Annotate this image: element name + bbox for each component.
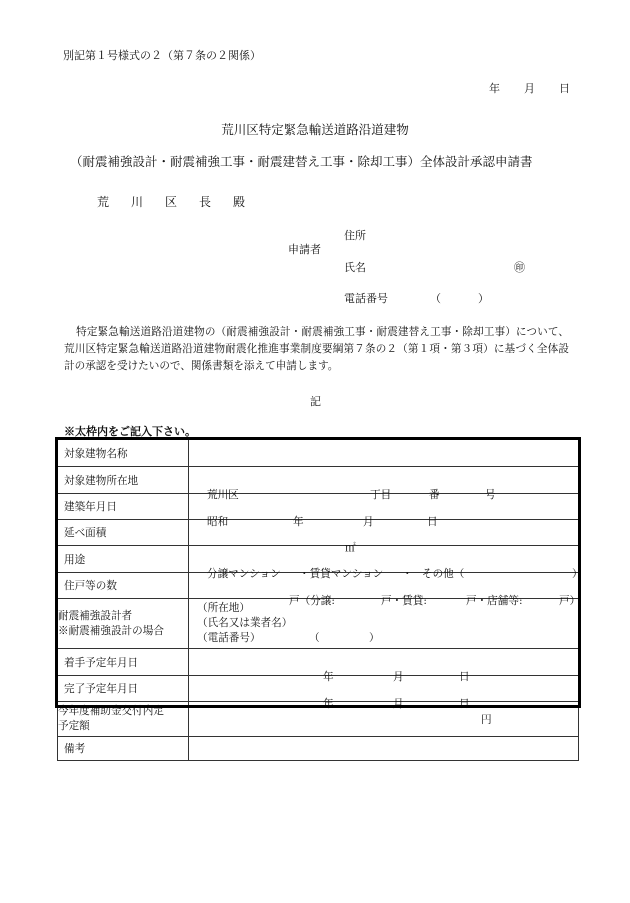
addressee-char: 川 [131, 195, 144, 209]
location-field[interactable] [189, 467, 579, 501]
designer-label-main: 耐震補強設計者 [58, 609, 133, 622]
phone-paren-close: ） [478, 292, 489, 305]
remarks-field[interactable] [189, 737, 579, 761]
units-total: 戸（分譲: [289, 594, 335, 607]
finish-month: 月 [393, 697, 404, 710]
fill-note: ※太枠内をご記入下さい。 [64, 425, 196, 438]
table-row [58, 520, 579, 546]
subsidy-label-sub: 予定額 [58, 720, 90, 732]
subsidy-unit: 円 [481, 714, 492, 726]
phone-paren-open: （ [430, 292, 441, 305]
table-row [58, 546, 579, 573]
units-shop: 戸） [559, 594, 581, 607]
row-label-designer [58, 599, 189, 649]
location-go: 号 [485, 489, 496, 501]
subsidy-label-main: 今年度補助金交付内定 [58, 705, 164, 717]
date-year-label: 年 [489, 82, 500, 95]
designer-phone-label: （電話番号） [197, 632, 261, 644]
table-row [58, 676, 579, 702]
location-ban: 番 [429, 489, 440, 501]
usage-paren-close: ） [572, 568, 583, 580]
table-row [58, 494, 579, 520]
location-ward: 荒川区 [207, 489, 239, 501]
application-form-table [57, 439, 583, 761]
table-row [58, 440, 579, 467]
units-rent: 戸・店舗等: [466, 594, 523, 607]
date-month-label: 月 [524, 82, 535, 95]
table-row [58, 467, 579, 494]
applicant-label: 申請者 [288, 243, 321, 256]
usage-option-rental: ・賃貸マンション [299, 568, 384, 580]
row-label-usage: 用途 [58, 546, 189, 573]
row-label-remarks: 備考 [58, 737, 189, 761]
start-month: 月 [393, 671, 404, 683]
title-line-2: （耐震補強設計・耐震補強工事・耐震建替え工事・除却工事）全体設計承認申請書 [70, 154, 533, 169]
start-day: 日 [459, 671, 470, 683]
applicant-phone-label: 電話番号 [344, 292, 388, 305]
start-year: 年 [323, 671, 334, 683]
finish-day: 日 [459, 697, 470, 710]
floor-area-field[interactable] [189, 520, 579, 554]
row-label-floor-area: 延べ面積 [58, 520, 189, 546]
row-label-units: 住戸等の数 [58, 573, 189, 599]
usage-option-other: その他（ [422, 568, 465, 580]
addressee-char: 殿 [233, 195, 246, 209]
subsidy-amount-field[interactable] [189, 702, 579, 737]
table-row [58, 702, 579, 737]
row-label-start: 着手予定年月日 [58, 649, 189, 676]
addressee-char: 荒 [97, 195, 110, 209]
form-reference: 別記第１号様式の２（第７条の２関係） [63, 49, 261, 62]
addressee-char: 長 [199, 195, 212, 209]
start-date-field[interactable] [189, 649, 579, 683]
applicant-address-label: 住所 [344, 229, 366, 242]
application-statement [64, 324, 569, 375]
row-label-built: 建築年月日 [58, 494, 189, 520]
designer-name: （氏名又は業者名） [197, 617, 293, 629]
row-label-building-name: 対象建物名称 [58, 440, 189, 467]
seal-mark: ㊞ [514, 261, 525, 274]
built-month: 月 [363, 515, 374, 528]
usage-separator: ・ [402, 568, 413, 580]
floor-area-unit: ㎡ [345, 541, 356, 554]
row-label-finish: 完了予定年月日 [58, 676, 189, 702]
built-day: 日 [427, 515, 438, 528]
title-line-1: 荒川区特定緊急輸送道路沿道建物 [221, 122, 409, 137]
addressee-char: 区 [165, 195, 178, 209]
finish-date-field[interactable] [189, 676, 579, 710]
table-row [58, 649, 579, 676]
units-sale: 戸・賃貸: [381, 594, 427, 607]
row-label-location: 対象建物所在地 [58, 467, 189, 494]
built-year: 年 [293, 515, 304, 528]
application-statement-text: 特定緊急輸送道路沿道建物の（耐震補強設計・耐震補強工事・耐震建替え工事・除却工事）について、荒川区特定緊急輸送道路沿道建物耐震化推進事業制度要綱第７条の２（第１項・第３項）に基づく全体設計の承認を受けたいので、関係書類を添えて申請します。 [64, 326, 569, 372]
designer-phone-paren-open: （ [309, 632, 320, 644]
designer-phone-paren-close: ） [369, 632, 380, 644]
building-name-field[interactable] [189, 440, 579, 467]
designer-label-note: ※耐震補強設計の場合 [58, 624, 164, 637]
built-era: 昭和 [207, 515, 229, 528]
date-day-label: 日 [559, 82, 570, 95]
applicant-name-label: 氏名 [344, 261, 366, 274]
location-chome: 丁目 [370, 489, 392, 501]
finish-year: 年 [323, 697, 334, 710]
row-label-subsidy [58, 702, 189, 737]
table-row [58, 737, 579, 761]
designer-phone [189, 631, 578, 646]
usage-field[interactable] [189, 546, 583, 580]
usage-option-condo: 分譲マンション [207, 568, 281, 580]
designer-address: （所在地） [197, 602, 250, 614]
ki-heading: 記 [310, 395, 321, 408]
